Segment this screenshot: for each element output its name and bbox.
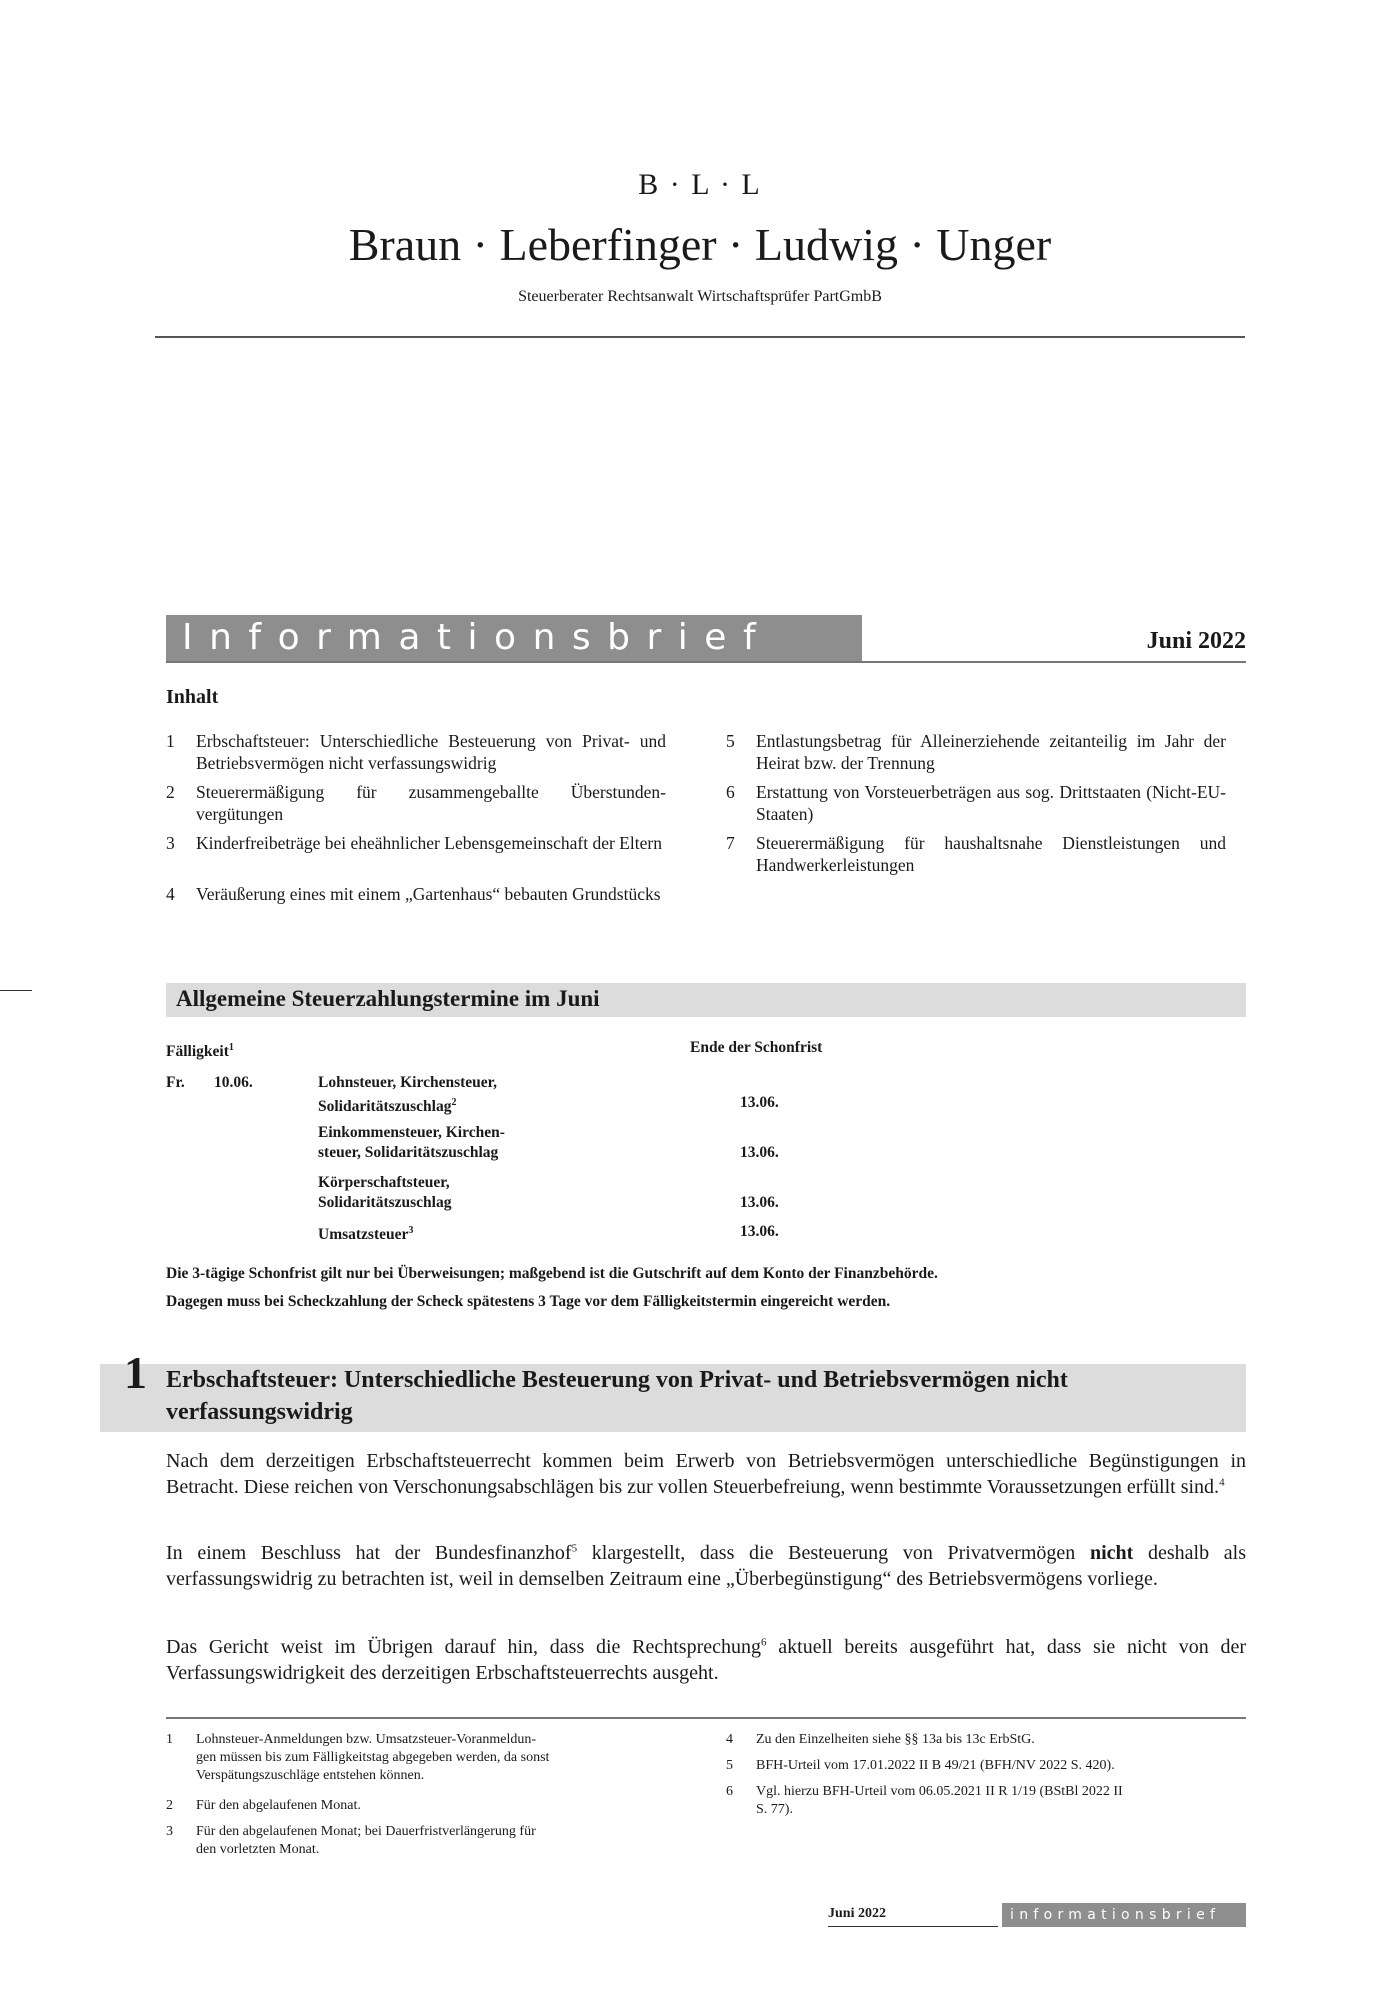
footnote-number: 5 [726, 1758, 733, 1773]
tax-name-line1: Lohnsteuer, Kirchensteuer, [318, 1074, 497, 1091]
toc-item-text: Erstattung von Vorsteuerbeträgen aus sog. Drittstaaten (Nicht-EU-Staaten) [756, 782, 1226, 824]
footer-label: informationsbrief [1002, 1903, 1246, 1927]
tax-name-line1: Einkommensteuer, Kirchen- [318, 1124, 505, 1141]
footnote-number: 1 [166, 1732, 173, 1747]
toc-item-text: Steuerermäßigung für haushaltsnahe Dienstleistungen und Handwerkerleistungen [756, 833, 1226, 875]
emphasis-text: nicht [1089, 1542, 1134, 1564]
toc-item-text: Veräußerung eines mit einem „Gartenhaus“ bebauten Grundstücks [196, 884, 661, 904]
toc-item-number: 1 [166, 731, 175, 751]
paragraph-text: Nach dem derzeitigen Erbschaftsteuerrecht kommen beim Erwerb von Betriebsvermögen unterschiedliche Begünstigungen in Betracht. Diese reichen von Verschonungsabschlägen bis zur vollen Steuerbefreiung, wenn bestimmte Voraussetzungen erfüllt sind. [166, 1450, 1246, 1498]
toc-item-text: Entlastungsbetrag für Alleinerziehende zeitanteilig im Jahr der Heirat bzw. der Trennung [756, 731, 1226, 773]
footer-divider [828, 1926, 998, 1927]
footnote-line: S. 77). [756, 1802, 793, 1817]
footnote-text [756, 1731, 1246, 1749]
due-date-column-header [166, 1038, 234, 1062]
article-title: Erbschaftsteuer: Unterschiedliche Besteuerung von Privat- und Betriebsvermögen nicht verfassungswidrig [166, 1367, 1068, 1425]
article-number: 1 [124, 1347, 147, 1398]
article-paragraph [166, 1448, 1246, 1500]
letterhead-initials: B · L · L [638, 168, 762, 201]
paragraph-text: aktuell bereits ausgeführt hat, dass sie nicht von der Verfassungswidrigkeit des derzeitigen Erbschaftsteuerrechts ausgeht. [166, 1636, 1246, 1684]
footnote-line: den vorletzten Monat. [196, 1842, 320, 1857]
footnote-line: Vgl. hierzu BFH-Urteil vom 06.05.2021 II R 1/19 (BStBl 2022 II [756, 1784, 1123, 1799]
footnote-ref: 6 [761, 1636, 767, 1649]
fold-mark [0, 990, 32, 991]
footnote-ref: 3 [408, 1225, 414, 1236]
newsletter-banner: Informationsbrief [166, 615, 862, 661]
grace-period-column-header: Ende der Schonfrist [690, 1039, 823, 1056]
schedule-note-line: Dagegen muss bei Scheckzahlung der Scheck spätestens 3 Tage vor dem Fälligkeitstermin eingereicht werden. [166, 1293, 891, 1310]
footnote-ref: 4 [1219, 1476, 1225, 1489]
paragraph-text: In einem Beschluss hat der Bundesfinanzhof [166, 1542, 572, 1564]
grace-end-date: 13.06. [740, 1094, 779, 1111]
tax-row [318, 1073, 497, 1117]
grace-end-date: 13.06. [740, 1223, 779, 1240]
issue-date: Juni 2022 [1146, 628, 1246, 654]
toc-item-text: Steuerermäßigung für zusammengeballte Überstunden-vergütungen [196, 782, 666, 824]
article-paragraph [166, 1540, 1246, 1592]
footnote-text [756, 1783, 1246, 1819]
footnote-line: Zu den Einzelheiten siehe §§ 13a bis 13c ErbStG. [756, 1732, 1035, 1747]
paragraph-text: klargestellt, dass die Besteuerung von Privatvermögen [577, 1542, 1090, 1564]
footnote-text [196, 1823, 686, 1859]
firm-name: Braun · Leberfinger · Ludwig · Unger [348, 219, 1052, 270]
footnote-line: BFH-Urteil vom 17.01.2022 II B 49/21 (BFH/NV 2022 S. 420). [756, 1758, 1115, 1773]
tax-name-line1: Körperschaftsteuer, [318, 1174, 450, 1191]
footnote-line: Verspätungszuschläge entstehen können. [196, 1768, 425, 1783]
footnote-text [196, 1797, 686, 1815]
footnote-text [756, 1757, 1246, 1775]
paragraph-text: Das Gericht weist im Übrigen darauf hin, dass die Rechtsprechung [166, 1636, 762, 1658]
toc-heading: Inhalt [166, 686, 219, 708]
toc-item-text: Erbschaftsteuer: Unterschiedliche Besteuerung von Privat- und Betriebsvermögen nicht verfassungswidrig [196, 731, 666, 773]
toc-item-number: 4 [166, 884, 175, 904]
toc-item-number: 7 [726, 833, 735, 853]
footnote-number: 4 [726, 1732, 733, 1747]
footnote-number: 3 [166, 1824, 173, 1839]
footnote-number: 2 [166, 1798, 173, 1813]
toc-item-number: 6 [726, 782, 735, 802]
due-weekday: Fr. [166, 1074, 185, 1091]
paragraph-text: deshalb als verfassungswidrig zu betrachten ist, weil in demselben Zeitraum eine „Überbegünstigung“ des Betriebsvermögens vorliege. [166, 1542, 1246, 1590]
tax-row [318, 1173, 451, 1213]
footnote-ref: 1 [228, 1042, 234, 1053]
schedule-title: Allgemeine Steuerzahlungstermine im Juni [176, 986, 600, 1011]
schedule-note-line: Die 3-tägige Schonfrist gilt nur bei Überweisungen; maßgebend ist die Gutschrift auf dem Konto der Finanzbehörde. [166, 1265, 938, 1282]
due-date-header-label: Fälligkeit [166, 1043, 229, 1061]
due-date: 10.06. [214, 1074, 253, 1091]
footnote-line: Lohnsteuer-Anmeldungen bzw. Umsatzsteuer-Voranmeldun- [196, 1732, 537, 1747]
toc-item-text: Kinderfreibeträge bei eheähnlicher Lebensgemeinschaft der Eltern [196, 833, 662, 853]
toc-item-number: 2 [166, 782, 175, 802]
footer-date: Juni 2022 [828, 1906, 886, 1921]
toc-item-number: 5 [726, 731, 735, 751]
footnote-ref: 2 [451, 1097, 457, 1108]
article-paragraph [166, 1634, 1246, 1686]
tax-name-line2: Solidaritätszuschlag [318, 1098, 452, 1116]
footnote-text [196, 1731, 686, 1785]
tax-row [318, 1221, 413, 1245]
footnote-number: 6 [726, 1784, 733, 1799]
footnote-line: gen müssen bis zum Fälligkeitstag abgegeben werden, da sonst [196, 1750, 550, 1765]
grace-end-date: 13.06. [740, 1194, 779, 1211]
footnote-ref: 5 [571, 1542, 578, 1555]
banner-divider [166, 661, 1246, 663]
letterhead-divider [155, 336, 1245, 338]
schedule-note [166, 1260, 1246, 1316]
firm-subtitle: Steuerberater Rechtsanwalt Wirtschaftsprüfer PartGmbB [518, 288, 882, 305]
tax-name-line1: Umsatzsteuer [318, 1226, 409, 1244]
grace-end-date: 13.06. [740, 1144, 779, 1161]
tax-name-line2: Solidaritätszuschlag [318, 1194, 452, 1211]
toc-item-number: 3 [166, 833, 175, 853]
tax-name-line2: steuer, Solidaritätszuschlag [318, 1144, 499, 1161]
footnote-divider [166, 1717, 1246, 1719]
footnote-line: Für den abgelaufenen Monat; bei Dauerfristverlängerung für [196, 1824, 536, 1839]
footnote-line: Für den abgelaufenen Monat. [196, 1798, 361, 1813]
tax-row [318, 1123, 505, 1163]
